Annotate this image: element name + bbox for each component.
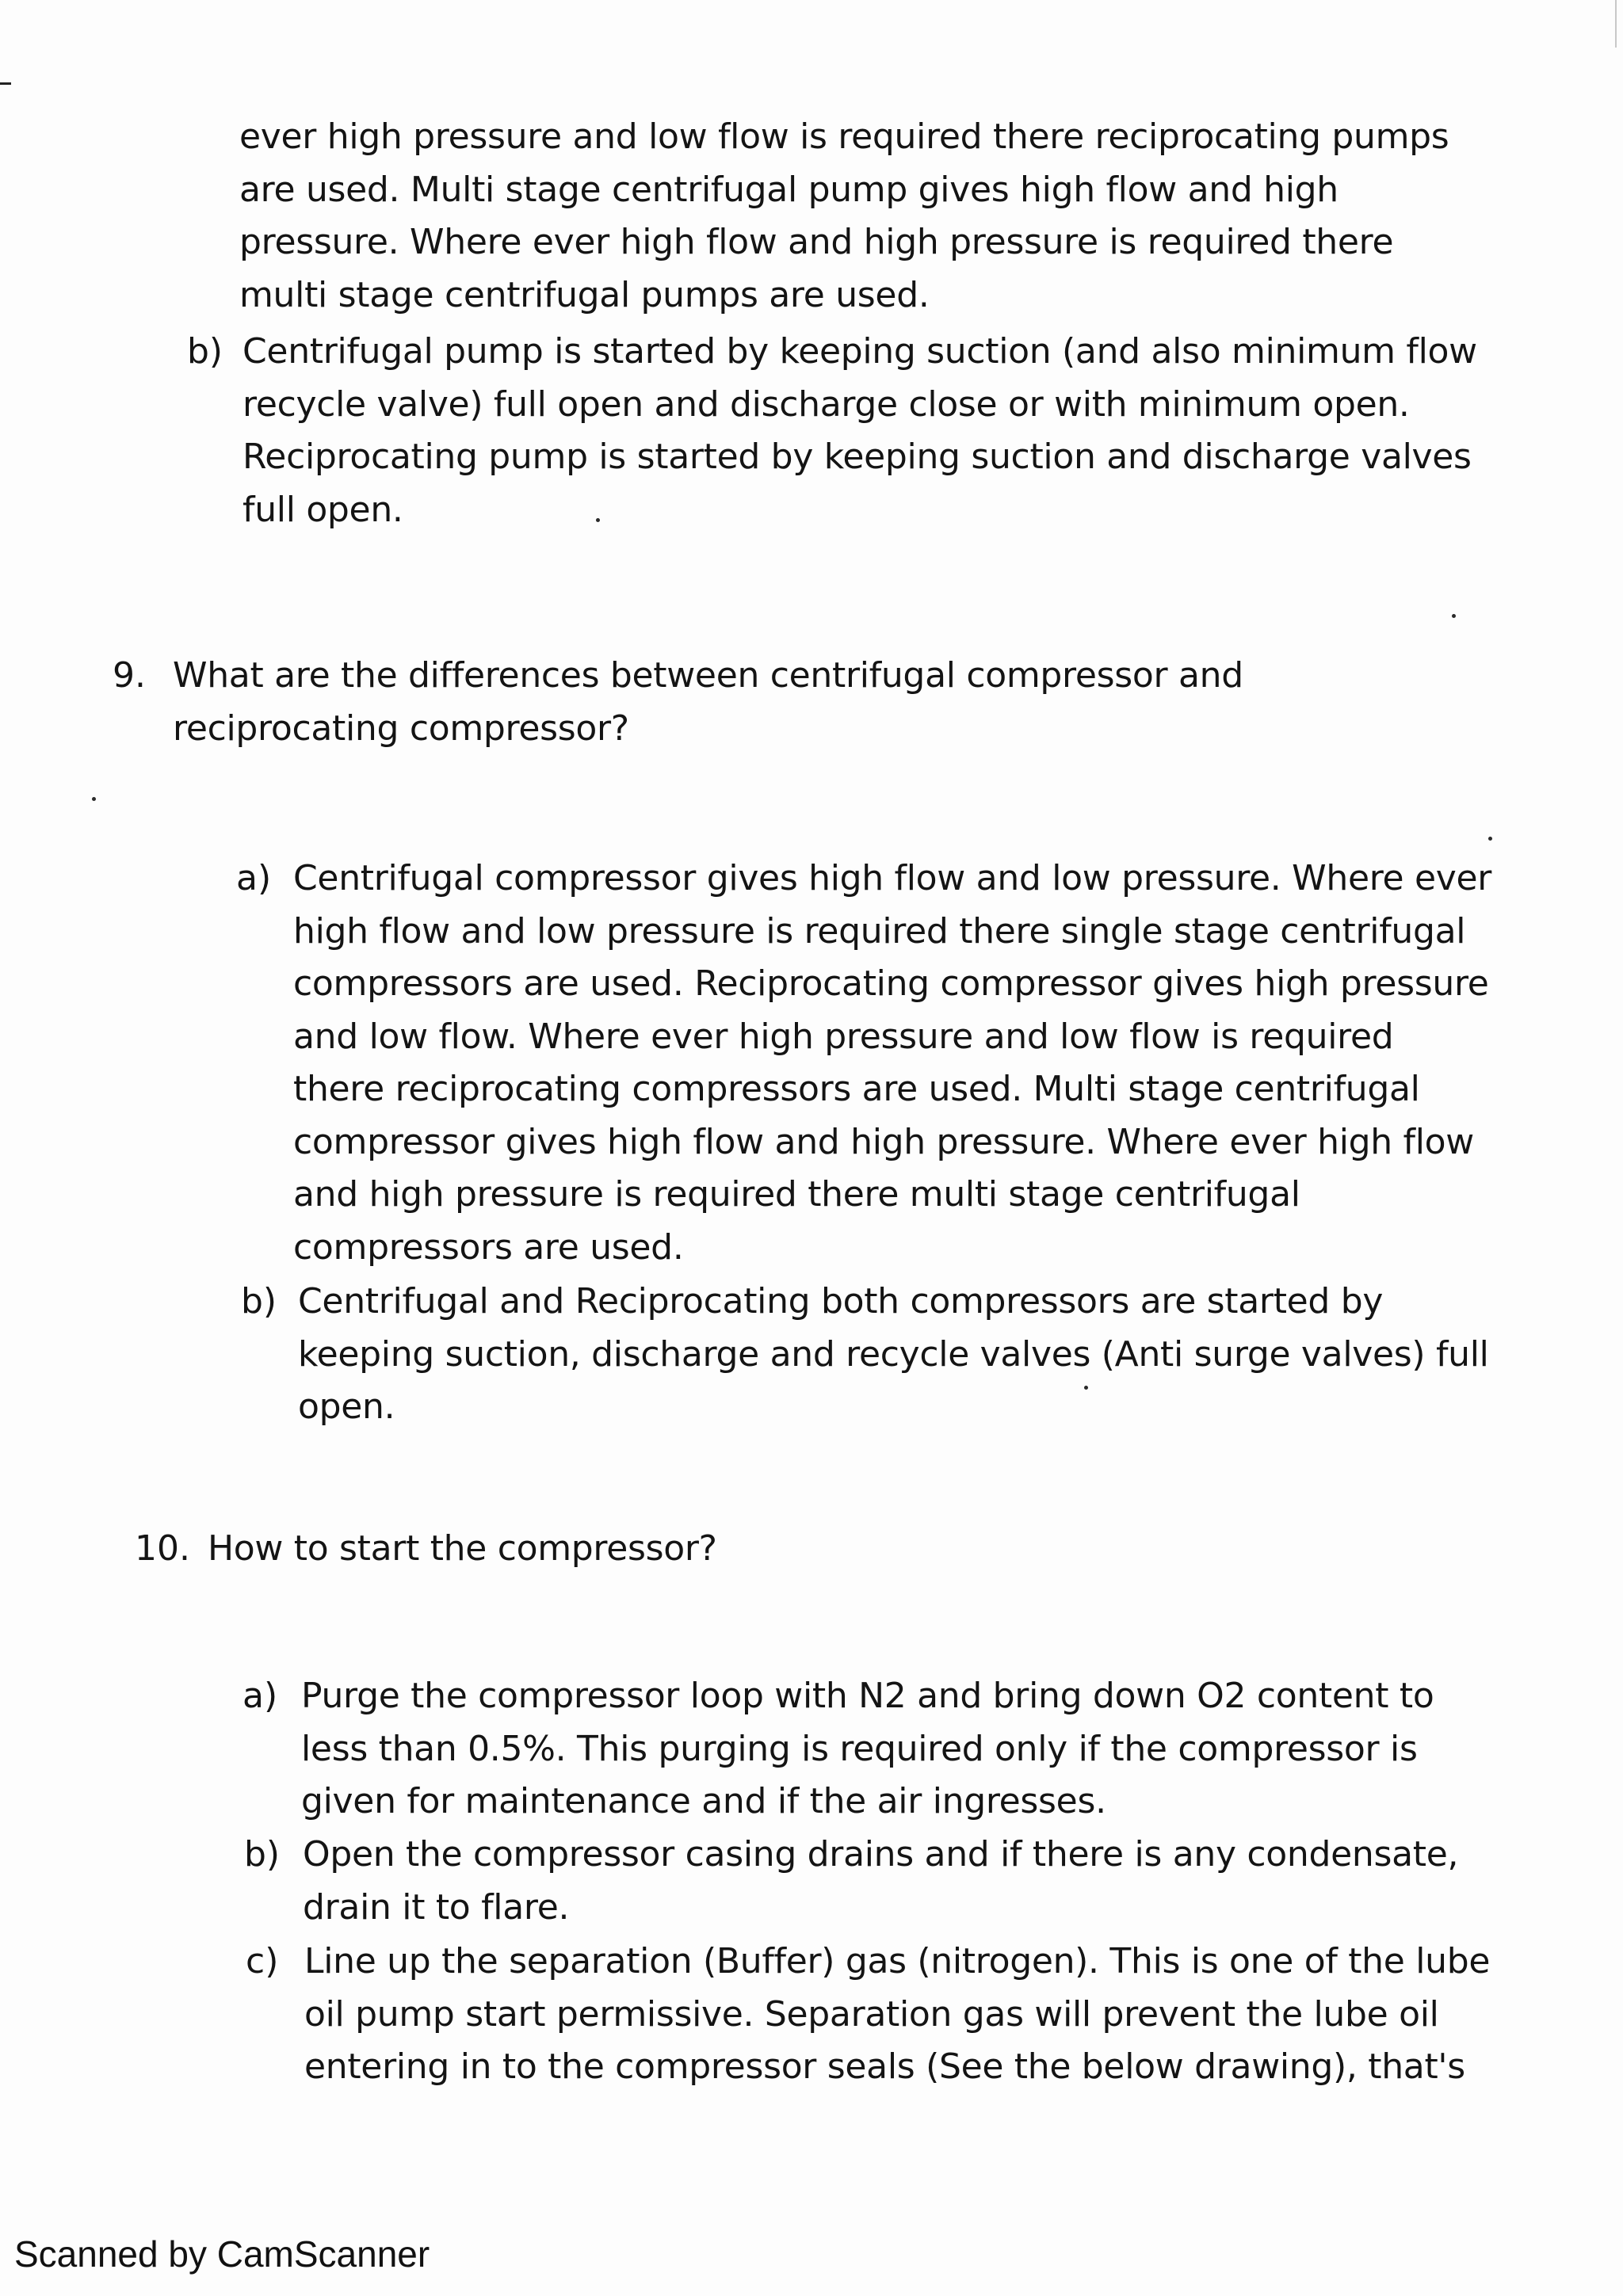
list-marker: b) [241, 1281, 277, 1322]
scan-speck [92, 797, 96, 801]
scan-speck [596, 518, 600, 522]
answer-10a [301, 1670, 1434, 1829]
text-line: Open the compressor casing drains and if there is any condensate, [303, 1834, 1459, 1875]
scan-speck [1084, 1386, 1088, 1390]
question-10-text [208, 1523, 717, 1576]
text-line: are used. Multi stage centrifugal pump gives high flow and high [239, 169, 1338, 210]
scan-speck [1488, 837, 1492, 841]
text-line: What are the differences between centrifugal compressor and [173, 655, 1243, 696]
text-line: oil pump start permissive. Separation gas will prevent the lube oil [304, 1993, 1439, 2035]
text-line: and low flow. Where ever high pressure and low flow is required [293, 1016, 1394, 1057]
text-line: entering in to the compressor seals (See the below drawing), that's [304, 2046, 1465, 2087]
scanner-watermark: Scanned by CamScanner [14, 2233, 430, 2275]
answer-9a [293, 852, 1491, 1274]
list-marker: a) [236, 858, 272, 898]
text-line: compressor gives high flow and high pressure. Where ever high flow [293, 1121, 1474, 1162]
text-line: Line up the separation (Buffer) gas (nitrogen). This is one of the lube [304, 1941, 1491, 1981]
text-line: high flow and low pressure is required there single stage centrifugal [293, 910, 1466, 952]
scan-edge-mark [0, 82, 11, 85]
text-line: and high pressure is required there multi stage centrifugal [293, 1174, 1300, 1215]
text-line: pressure. Where ever high flow and high pressure is required there [239, 222, 1394, 262]
list-marker: b) [187, 331, 223, 372]
text-line: keeping suction, discharge and recycle valves (Anti surge valves) full [298, 1333, 1489, 1375]
text-line: reciprocating compressor? [173, 707, 629, 749]
question-9-text [173, 650, 1243, 755]
question-number: 10. [135, 1528, 190, 1569]
list-marker: b) [244, 1834, 281, 1875]
text-line: compressors are used. [293, 1226, 684, 1268]
text-line: drain it to flare. [303, 1886, 570, 1928]
scan-right-edge [1615, 0, 1617, 48]
list-marker: c) [246, 1941, 279, 1981]
scan-speck [1452, 614, 1456, 618]
text-line: Centrifugal and Reciprocating both compressors are started by [298, 1281, 1384, 1322]
answer-9b [298, 1276, 1489, 1434]
text-line: recycle valve) full open and discharge close or with minimum open. [242, 383, 1410, 425]
text-line: multi stage centrifugal pumps are used. [239, 274, 930, 315]
text-line: full open. [242, 489, 403, 530]
text-line: compressors are used. Reciprocating compressor gives high pressure [293, 963, 1489, 1004]
question-number: 9. [113, 655, 146, 696]
text-line: Purge the compressor loop with N2 and bring down O2 content to [301, 1676, 1434, 1716]
text-line: How to start the compressor? [208, 1528, 717, 1569]
text-line: open. [298, 1386, 395, 1427]
list-marker: a) [242, 1676, 278, 1716]
text-line: ever high pressure and low flow is required there reciprocating pumps [239, 116, 1449, 157]
text-line: less than 0.5%. This purging is required only if the compressor is [301, 1728, 1418, 1769]
text-line: Reciprocating pump is started by keeping suction and discharge valves [242, 437, 1472, 477]
text-line: Centrifugal compressor gives high flow and low pressure. Where ever [293, 858, 1492, 898]
text-line: given for maintenance and if the air ingresses. [301, 1781, 1106, 1821]
answer-10b [303, 1829, 1458, 1934]
text-line: there reciprocating compressors are used. Multi stage centrifugal [293, 1069, 1420, 1109]
answer-8b [242, 326, 1477, 536]
answer-10c [304, 1936, 1490, 2094]
text-line: Centrifugal pump is started by keeping suction (and also minimum flow [242, 331, 1477, 372]
continuation-paragraph [239, 111, 1449, 322]
